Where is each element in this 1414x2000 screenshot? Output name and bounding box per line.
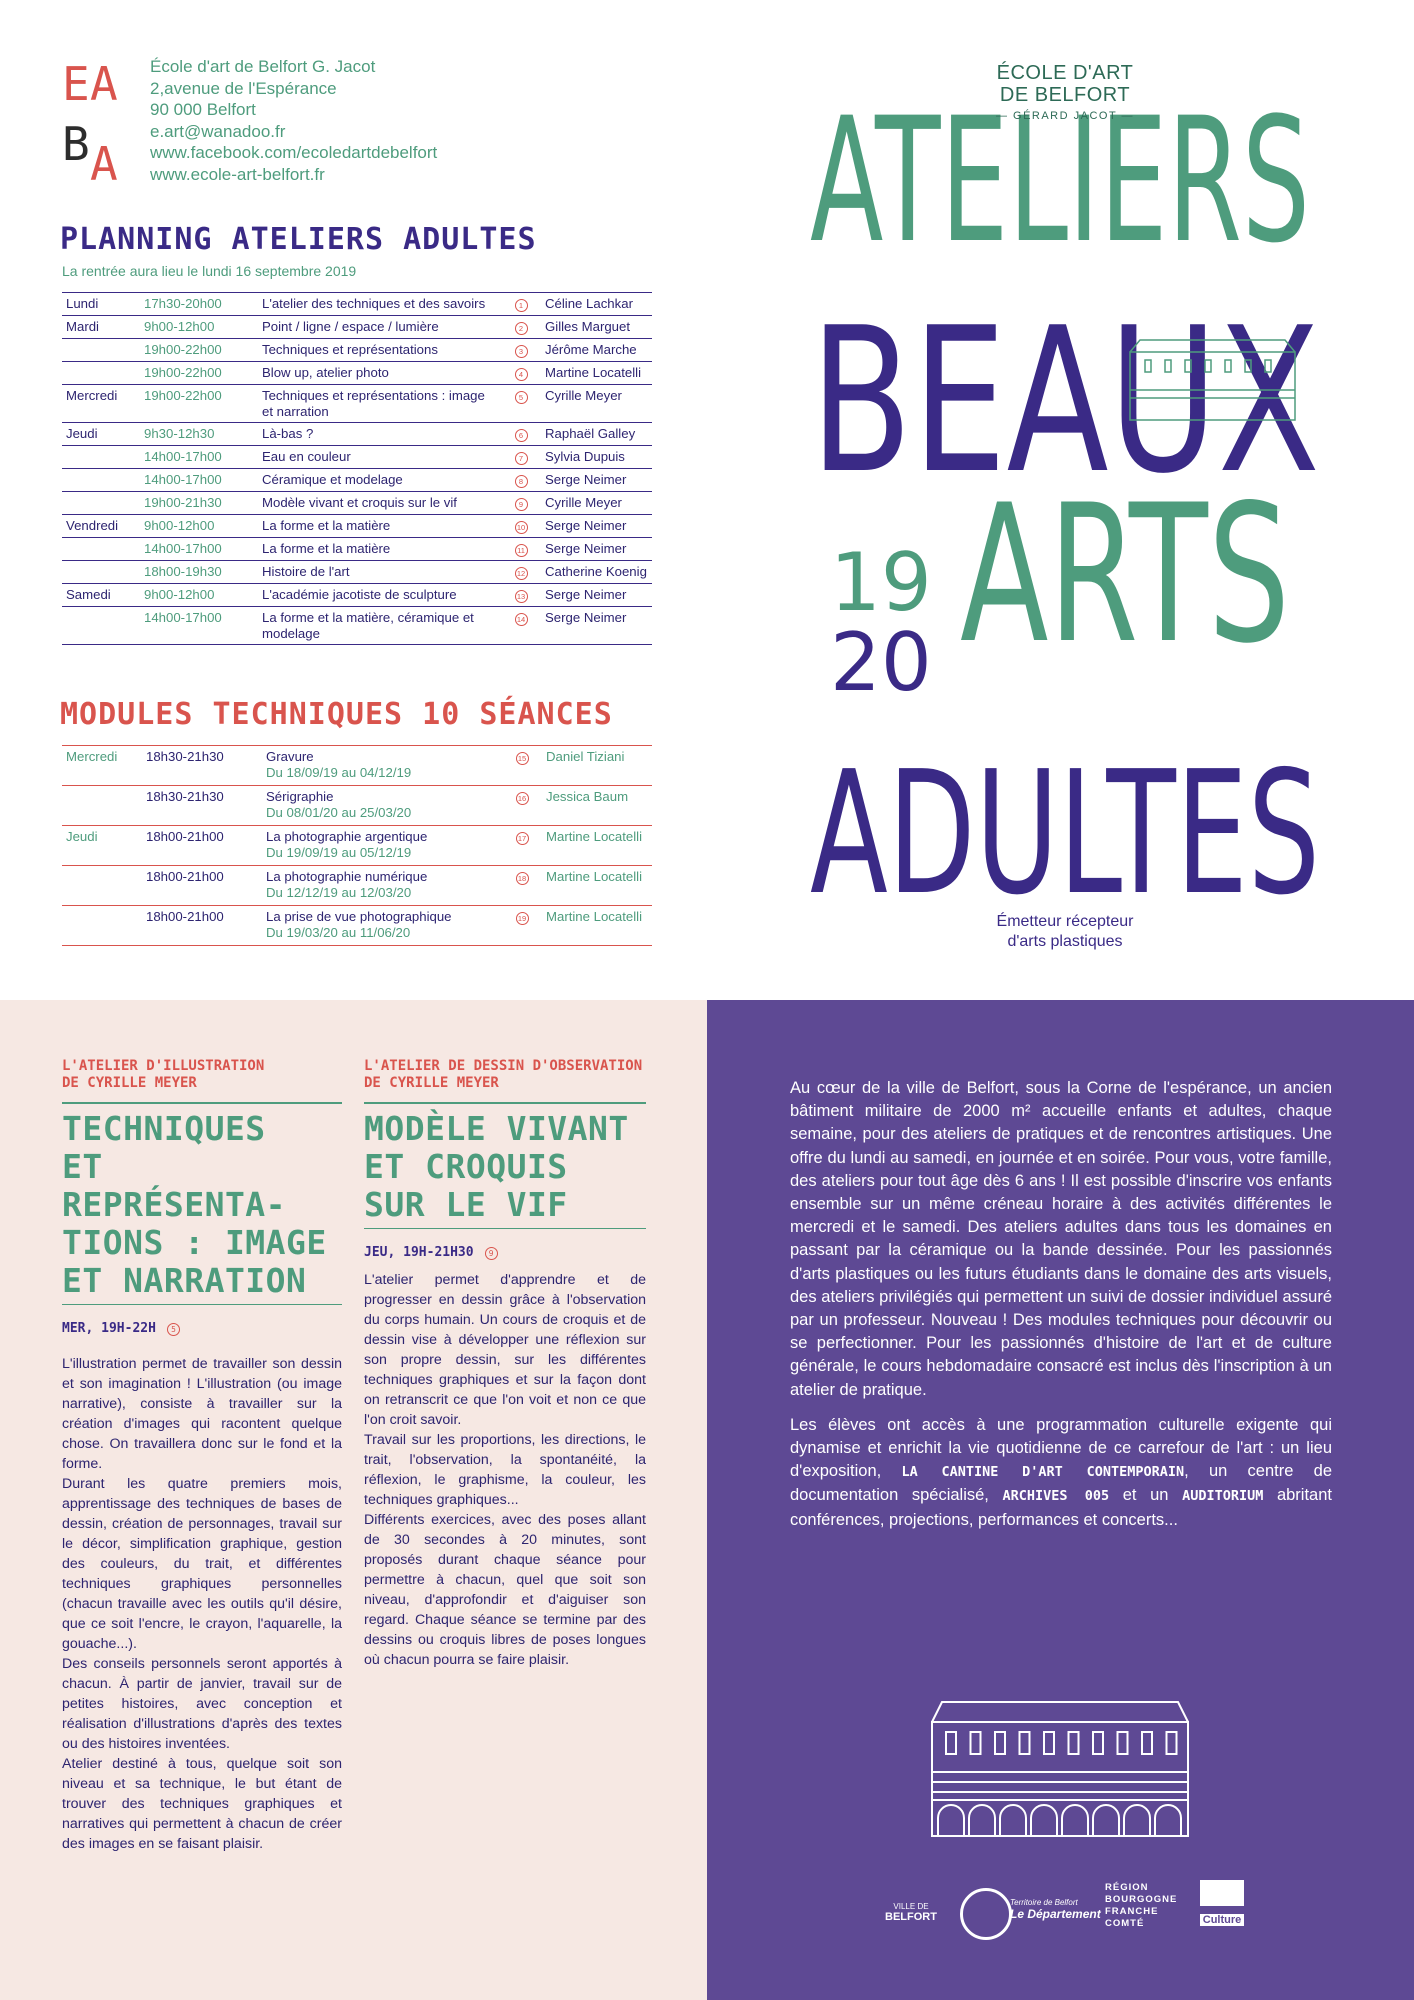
poster-word-adultes: ADULTES	[810, 735, 1320, 933]
module-number-cell	[502, 746, 542, 786]
planning-number-cell	[501, 607, 541, 645]
illustration-column	[62, 1058, 342, 1854]
module-number-cell	[502, 786, 542, 826]
region-line-1: RÉGION	[1105, 1882, 1149, 1893]
poster-school-name	[980, 62, 1150, 122]
planning-row	[62, 385, 652, 423]
window-icon	[995, 1732, 1005, 1754]
planning-number-badge: 7	[515, 452, 528, 465]
planning-teacher: Gilles Marguet	[545, 319, 631, 334]
poster-word-arts: ARTS	[960, 464, 1290, 685]
divider	[62, 1102, 342, 1104]
region-logo	[1105, 1882, 1185, 1930]
module-row	[62, 786, 652, 826]
module-course-cell	[262, 746, 502, 786]
illustration-paragraph-3: Des conseils personnels seront apportés à chacun. À partir de janvier, travail sur de petites histoires, avec conception et réalisation d'illustrations d'après des textes ou des histoires inventées.	[62, 1656, 342, 1752]
window-icon	[1142, 1732, 1152, 1754]
module-course: Sérigraphie	[266, 789, 334, 804]
window-icon	[946, 1732, 956, 1754]
divider	[364, 1102, 646, 1104]
planning-course: La forme et la matière	[262, 518, 391, 533]
school-name-line1: ÉCOLE D'ART	[996, 62, 1134, 84]
planning-time: 19h00-22h00	[144, 365, 222, 380]
planning-time: 9h30-12h30	[144, 426, 215, 441]
school-logo	[62, 57, 134, 191]
planning-number-cell	[501, 584, 541, 607]
planning-row	[62, 339, 652, 362]
planning-time: 14h00-17h00	[144, 472, 222, 487]
module-course-cell	[262, 826, 502, 866]
planning-row	[62, 515, 652, 538]
module-teacher: Jessica Baum	[546, 789, 629, 804]
module-day: Jeudi	[66, 829, 98, 844]
illustration-headline-4: ET NARRATION	[62, 1260, 307, 1300]
observation-schedule	[364, 1241, 646, 1260]
city-line: 90 000 Belfort	[150, 100, 256, 119]
module-day: Mercredi	[66, 749, 118, 764]
planning-row	[62, 316, 652, 339]
email-link[interactable]: e.art@wanadoo.fr	[150, 121, 286, 141]
planning-time: 14h00-17h00	[144, 449, 222, 464]
module-number-badge: 15	[516, 752, 529, 765]
module-time: 18h30-21h30	[146, 749, 224, 764]
window-icon	[1118, 1732, 1128, 1754]
belfort-small: VILLE DE	[893, 1902, 929, 1911]
module-teacher: Daniel Tiziani	[546, 749, 625, 764]
planning-time: 14h00-17h00	[144, 610, 222, 625]
venue-cantine: LA CANTINE D'ART CONTEMPORAIN	[901, 1464, 1185, 1481]
module-number-badge: 19	[516, 912, 529, 925]
ministry-logo	[1200, 1880, 1244, 1906]
arch-icon	[1093, 1805, 1119, 1836]
planning-teacher: Jérôme Marche	[545, 342, 637, 357]
planning-day	[62, 469, 140, 492]
planning-course: Techniques et représentations : image et narration	[262, 388, 485, 419]
planning-teacher: Céline Lachkar	[545, 296, 633, 311]
logo-letter-b: B	[62, 117, 90, 171]
module-day	[62, 866, 142, 906]
illustration-number-badge: 5	[167, 1323, 180, 1336]
poster-year-top: 19	[830, 536, 932, 629]
modules-title: MODULES TECHNIQUES 10 SÉANCES	[60, 697, 613, 732]
planning-course: Là-bas ?	[262, 426, 314, 441]
window-icon	[1044, 1732, 1054, 1754]
divider	[364, 1228, 646, 1230]
module-time: 18h00-21h00	[146, 909, 224, 924]
intro-text: , un centre de documentation spécialisé,	[790, 1462, 1332, 1505]
planning-day	[62, 339, 140, 362]
module-day	[62, 786, 142, 826]
planning-teacher: Martine Locatelli	[545, 365, 642, 380]
planning-number-badge: 3	[515, 345, 528, 358]
planning-number-cell	[501, 362, 541, 385]
module-number-badge: 16	[516, 792, 529, 805]
planning-course: Histoire de l'art	[262, 564, 350, 579]
arch-icon	[969, 1805, 995, 1836]
arch-icon	[1155, 1805, 1181, 1836]
poster-tagline	[950, 912, 1180, 952]
planning-time: 18h00-19h30	[144, 564, 222, 579]
illustration-when: MER, 19H-22H	[62, 1321, 156, 1336]
planning-teacher: Raphaël Galley	[545, 426, 636, 441]
planning-row	[62, 362, 652, 385]
planning-time: 14h00-17h00	[144, 541, 222, 556]
module-number-badge: 17	[516, 832, 529, 845]
module-row	[62, 826, 652, 866]
planning-time: 9h00-12h00	[144, 587, 215, 602]
window-icon	[1093, 1732, 1103, 1754]
illustration-schedule	[62, 1317, 342, 1336]
planning-day	[62, 561, 140, 584]
module-day	[62, 906, 142, 946]
belfort-logo	[876, 1902, 946, 1923]
planning-day	[62, 446, 140, 469]
planning-time: 17h30-20h00	[144, 296, 222, 311]
planning-time: 9h00-12h00	[144, 319, 215, 334]
planning-time: 19h00-22h00	[144, 388, 222, 403]
departement-small: Territoire de Belfort	[1010, 1898, 1078, 1907]
planning-day	[62, 607, 140, 645]
planning-number-badge: 13	[515, 590, 528, 603]
planning-course: La forme et la matière, céramique et modelage	[262, 610, 474, 641]
tagline-line1: Émetteur récepteur	[996, 913, 1134, 930]
observation-headline-3: SUR LE VIF	[364, 1184, 568, 1224]
illustration-paragraph-2: Durant les quatre premiers mois, apprentissage des techniques de bases de dessin, création de personnages, travail sur le décor, simplification graphique, gestion des couleurs, du trait, et différentes techniques graphiques personnelles (chacun travaille avec les outils qu'il désire, que ce soit l'encre, le crayon, l'aquarelle, la gouache...).	[62, 1476, 342, 1652]
observation-kicker-2: DE CYRILLE MEYER	[364, 1075, 499, 1091]
module-course: Gravure	[266, 749, 314, 764]
venue-auditorium: AUDITORIUM	[1182, 1488, 1264, 1505]
planning-number-cell	[501, 469, 541, 492]
arch-icon	[1124, 1805, 1150, 1836]
module-course: La photographie argentique	[266, 829, 428, 844]
school-intro	[790, 1077, 1332, 1544]
planning-row	[62, 293, 652, 316]
planning-time: 9h00-12h00	[144, 518, 215, 533]
planning-teacher: Cyrille Meyer	[545, 495, 622, 510]
window-icon	[971, 1732, 981, 1754]
planning-day	[62, 492, 140, 515]
planning-teacher: Cyrille Meyer	[545, 388, 622, 403]
website-link[interactable]: www.ecole-art-belfort.fr	[150, 164, 325, 184]
school-name-line2: DE BELFORT	[999, 84, 1131, 106]
belfort-name: BELFORT	[885, 1911, 937, 1923]
planning-number-badge: 1	[515, 299, 528, 312]
planning-row	[62, 423, 652, 446]
planning-number-badge: 4	[515, 368, 528, 381]
planning-number-cell	[501, 423, 541, 446]
building-illustration	[930, 1700, 1190, 1838]
venue-archives: ARCHIVES 005	[1002, 1488, 1110, 1505]
planning-number-cell	[501, 339, 541, 362]
planning-row	[62, 561, 652, 584]
planning-row	[62, 584, 652, 607]
planning-day: Mercredi	[66, 388, 118, 403]
sponsor-logos	[870, 1880, 1270, 1960]
planning-course: L'académie jacotiste de sculpture	[262, 587, 457, 602]
window-icon	[1020, 1732, 1030, 1754]
planning-course: Eau en couleur	[262, 449, 351, 464]
planning-course: Techniques et représentations	[262, 342, 438, 357]
module-dates: Du 19/09/19 au 05/12/19	[266, 845, 412, 860]
school-name-line3: — GÉRARD JACOT —	[995, 110, 1135, 122]
departement-icon	[960, 1888, 1012, 1940]
window-icon	[1167, 1732, 1177, 1754]
intro-paragraph-2	[790, 1414, 1332, 1532]
planning-teacher: Serge Neimer	[545, 518, 627, 533]
planning-teacher: Serge Neimer	[545, 610, 627, 625]
poster-word-ateliers: ATELIERS	[810, 80, 1310, 281]
window-icon	[1069, 1732, 1079, 1754]
module-dates: Du 08/01/20 au 25/03/20	[266, 805, 412, 820]
module-time: 18h00-21h00	[146, 869, 224, 884]
logo-letter-a2: A	[90, 137, 118, 191]
module-row	[62, 746, 652, 786]
observation-headline-2: ET CROQUIS	[364, 1146, 568, 1186]
planning-day: Samedi	[66, 587, 111, 602]
planning-number-cell	[501, 446, 541, 469]
intro-text: et un	[1109, 1486, 1183, 1505]
region-line-2: BOURGOGNE	[1105, 1894, 1178, 1905]
illustration-headline-3: TIONS : IMAGE	[62, 1222, 327, 1262]
module-time: 18h00-21h00	[146, 829, 224, 844]
planning-teacher: Serge Neimer	[545, 472, 627, 487]
planning-day: Vendredi	[66, 518, 119, 533]
module-course-cell	[262, 866, 502, 906]
street-line: 2,avenue de l'Espérance	[150, 78, 337, 98]
module-number-cell	[502, 826, 542, 866]
planning-day: Jeudi	[66, 426, 98, 441]
intro-paragraph-1: Au cœur de la ville de Belfort, sous la Corne de l'espérance, un ancien bâtiment militaire de 2000 m² accueille enfants et adultes, chaque semaine, pour des ateliers de pratiques et de rencontres artistiques. Une offre du lundi au samedi, en journée et en soirée. Pour vous, votre famille, des ateliers pour tout âge dès 6 ans ! Il est possible d'inscrire vos enfants ensemble sur un même créneau horaire à des activités différentes le mercredi et le samedi. Des ateliers adultes dans tous les domaines en passant par la céramique ou la bande dessinée. Pour les passionnés d'arts plastiques ou les futurs étudiants dans le domaine des arts visuels, des ateliers privilégiés qui permettent un suivi de dossier individuel assuré par un professeur. Nouveau ! Des modules techniques pour découvrir ou se perfectionner. Pour les passionnés d'histoire de l'art et de culture générale, le cours hebdomadaire consacré est inclus dès l'inscription à un atelier de pratique.	[790, 1079, 1332, 1399]
facebook-link[interactable]: www.facebook.com/ecoledartdebelfort	[150, 143, 438, 162]
planning-number-badge: 8	[515, 475, 528, 488]
planning-teacher: Serge Neimer	[545, 587, 627, 602]
departement-name: Le Département	[1010, 1907, 1101, 1921]
illustration-kicker-2: DE CYRILLE MEYER	[62, 1075, 197, 1091]
observation-when: JEU, 19H-21H30	[364, 1245, 474, 1260]
planning-teacher: Catherine Koenig	[545, 564, 647, 579]
planning-course: Céramique et modelage	[262, 472, 403, 487]
intro-text: abritant conférences, projections, performances et concerts...	[790, 1486, 1332, 1529]
school-name-line: École d'art de Belfort G. Jacot	[150, 57, 376, 76]
planning-number-badge: 14	[515, 613, 528, 626]
planning-course: Blow up, atelier photo	[262, 365, 389, 380]
planning-row	[62, 469, 652, 492]
planning-number-badge: 10	[515, 521, 528, 534]
planning-number-cell	[501, 385, 541, 423]
planning-table	[62, 292, 652, 645]
module-time: 18h30-21h30	[146, 789, 224, 804]
planning-number-badge: 6	[515, 429, 528, 442]
planning-time: 19h00-22h00	[144, 342, 222, 357]
planning-course: L'atelier des techniques et des savoirs	[262, 296, 486, 311]
divider	[62, 1304, 342, 1306]
module-dates: Du 12/12/19 au 12/03/20	[266, 885, 412, 900]
illustration-kicker-1: L'ATELIER D'ILLUSTRATION	[62, 1058, 265, 1074]
planning-number-cell	[501, 293, 541, 316]
module-number-cell	[502, 866, 542, 906]
module-teacher: Martine Locatelli	[546, 909, 643, 924]
module-course-cell	[262, 906, 502, 946]
poster-word-beaux: BEAUX	[810, 285, 1320, 518]
module-course: La prise de vue photographique	[266, 909, 452, 924]
planning-time: 19h00-21h30	[144, 495, 222, 510]
module-row	[62, 866, 652, 906]
module-row	[62, 906, 652, 946]
planning-number-badge: 11	[515, 544, 528, 557]
arch-icon	[1031, 1805, 1057, 1836]
observation-headline-1: MODÈLE VIVANT	[364, 1108, 629, 1148]
planning-number-cell	[501, 538, 541, 561]
poster-year-bottom: 20	[830, 616, 932, 709]
module-dates: Du 18/09/19 au 04/12/19	[266, 765, 412, 780]
planning-subtitle: La rentrée aura lieu le lundi 16 septembre 2019	[62, 263, 357, 279]
planning-row	[62, 538, 652, 561]
planning-number-cell	[501, 561, 541, 584]
logo-letter-e: E	[62, 57, 90, 111]
planning-title: PLANNING ATELIERS ADULTES	[60, 222, 537, 257]
observation-paragraph-2: Travail sur les proportions, les directions, le trait, l'observation, la spontanéité, la réflexion, le graphisme, la couleur, les techniques graphiques...	[364, 1432, 646, 1508]
planning-day: Mardi	[66, 319, 99, 334]
observation-kicker-1: L'ATELIER DE DESSIN D'OBSERVATION	[364, 1058, 643, 1074]
arch-icon	[938, 1805, 964, 1836]
arch-icon	[1062, 1805, 1088, 1836]
observation-paragraph-1: L'atelier permet d'apprendre et de progresser en dessin grâce à l'observation du corps humain. Un cours de croquis et de dessin vise à développer une réflexion sur son propre dessin, sur les différentes techniques graphiques et sur la façon dont on retranscrit ce que l'on voit et non ce que l'on croit savoir.	[364, 1272, 646, 1428]
planning-day: Lundi	[66, 296, 99, 311]
module-number-badge: 18	[516, 872, 529, 885]
planning-teacher: Serge Neimer	[545, 541, 627, 556]
planning-teacher: Sylvia Dupuis	[545, 449, 625, 464]
planning-course: La forme et la matière	[262, 541, 391, 556]
module-teacher: Martine Locatelli	[546, 869, 643, 884]
illustration-headline-2: ET REPRÉSENTA-	[62, 1146, 287, 1224]
module-course-cell	[262, 786, 502, 826]
region-line-3: FRANCHE	[1105, 1906, 1159, 1917]
modules-table	[62, 745, 652, 946]
module-number-cell	[502, 906, 542, 946]
planning-course: Point / ligne / espace / lumière	[262, 319, 439, 334]
observation-paragraph-3: Différents exercices, avec des poses allant de 30 secondes à 20 minutes, sont proposés durant chaque séance pour permettre à chacun, quel que soit son niveau, d'approfondir et d'aiguiser son regard. Chaque séance se termine par des dessins ou croquis libres de poses longues où chacun pourra se faire plaisir.	[364, 1512, 646, 1668]
planning-number-badge: 9	[515, 498, 528, 511]
departement-logo	[1010, 1898, 1120, 1921]
planning-number-badge: 12	[515, 567, 528, 580]
illustration-headline-1: TECHNIQUES	[62, 1108, 266, 1148]
planning-row	[62, 492, 652, 515]
planning-number-cell	[501, 316, 541, 339]
planning-number-cell	[501, 492, 541, 515]
school-address	[150, 56, 437, 185]
planning-number-badge: 5	[515, 391, 528, 404]
culture-logo: Culture	[1200, 1914, 1244, 1926]
observation-number-badge: 9	[485, 1247, 498, 1260]
intro-text: Les élèves ont accès à une programmation culturelle exigente qui dynamise et enrichit la vie quotidienne de ce carrefour de l'art : un lieu d'exposition,	[790, 1415, 1332, 1481]
arch-icon	[1000, 1805, 1026, 1836]
logo-letter-a: A	[90, 57, 118, 111]
planning-row	[62, 607, 652, 645]
planning-number-cell	[501, 515, 541, 538]
tagline-line2: d'arts plastiques	[1007, 933, 1123, 950]
module-dates: Du 19/03/20 au 11/06/20	[266, 925, 411, 940]
illustration-paragraph-1: L'illustration permet de travailler son dessin et son imagination ! L'illustration (ou image narrative), consiste à travailler sur la création d'images qui racontent quelque chose. On travaillera donc sur le fond et la forme.	[62, 1356, 342, 1472]
planning-row	[62, 446, 652, 469]
planning-course: Modèle vivant et croquis sur le vif	[262, 495, 457, 510]
illustration-paragraph-4: Atelier destiné à tous, quelque soit son niveau et sa technique, le but étant de trouver des techniques graphiques et narratives qui permettent à chacun de créer des images en se faisant plaisir.	[62, 1756, 342, 1852]
planning-number-badge: 2	[515, 322, 528, 335]
module-course: La photographie numérique	[266, 869, 428, 884]
region-line-4: COMTÉ	[1105, 1918, 1145, 1929]
planning-day	[62, 362, 140, 385]
planning-day	[62, 538, 140, 561]
module-teacher: Martine Locatelli	[546, 829, 643, 844]
observation-column	[364, 1058, 646, 1670]
